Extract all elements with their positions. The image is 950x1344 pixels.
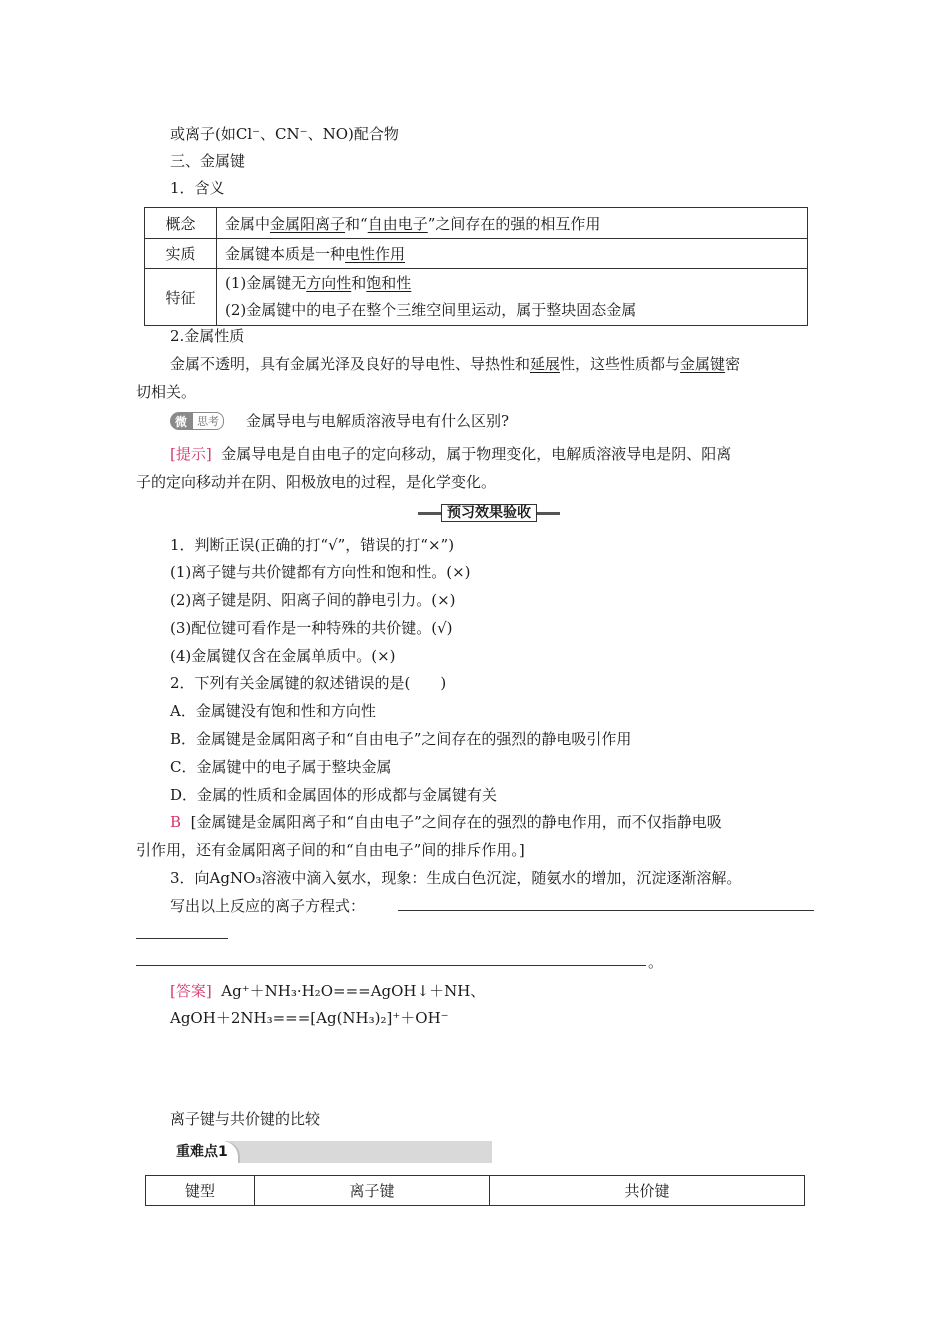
meaning-row-essence <box>145 239 808 269</box>
q2-title: 2．下列有关金属键的叙述错误的是( ) <box>170 674 447 692</box>
answer-letter: B <box>170 813 182 831</box>
compare-header-ionic: 离子键 <box>255 1176 490 1206</box>
text: (1)金属键无 <box>225 274 307 292</box>
think-question: 金属导电与电解质溶液导电有什么区别? <box>246 412 510 430</box>
underlined-term: 方向性 <box>306 274 352 292</box>
sub2-title: 2.金属性质 <box>170 327 245 345</box>
section3-title: 三、金属键 <box>170 152 246 170</box>
meaning-table <box>144 207 808 326</box>
meaning-cell-feature <box>217 269 808 326</box>
meaning-label-concept: 概念 <box>145 208 217 239</box>
meaning-label-feature: 特征 <box>145 269 217 326</box>
feature-line-1 <box>225 270 799 297</box>
meaning-cell-concept <box>217 208 808 239</box>
text: 金属中 <box>225 214 271 233</box>
compare-header-type: 键型 <box>146 1176 255 1206</box>
end-mark: 。 <box>648 953 664 971</box>
hard-point-label: 重难点1 <box>170 1141 238 1163</box>
text: 和 <box>351 274 367 292</box>
feature-line-2: (2)金属键中的电子在整个三维空间里运动，属于整块固态金属 <box>225 301 637 319</box>
compare-table <box>145 1175 805 1206</box>
q3-text: 3．向AgNO₃溶液中滴入氨水，现象：生成白色沉淀，随氨水的增加，沉淀逐渐溶解。 <box>170 869 742 887</box>
underlined-term: 电性作用 <box>345 245 406 263</box>
sub1-title: 1．含义 <box>170 179 225 197</box>
answer-blank-3[interactable] <box>136 965 646 966</box>
intro-line: 或离子(如Cl⁻、CN⁻、NO)配合物 <box>170 125 399 143</box>
q1-item: (2)离子键是阴、阳离子间的静电引力。(×) <box>170 591 456 609</box>
section-banner <box>418 503 560 523</box>
q2-option-a: A．金属键没有饱和性和方向性 <box>170 702 376 720</box>
q2-option-b: B．金属键是金属阳离子和“自由电子”之间存在的强烈的静电吸引作用 <box>170 730 632 748</box>
answer-blank-2[interactable] <box>136 938 228 939</box>
q2-option-d: D．金属的性质和金属固体的形成都与金属键有关 <box>170 786 498 804</box>
answer-line-2: AgOH＋2NH₃===[Ag(NH₃)₂]⁺＋OH⁻ <box>170 1009 449 1027</box>
answer-blank-1[interactable] <box>398 910 814 911</box>
props-line-2: 切相关。 <box>136 383 197 401</box>
compare-header-row <box>146 1176 805 1206</box>
text: 性，这些性质都与 <box>560 355 681 373</box>
props-line-1 <box>170 354 740 374</box>
q1-item: (1)离子键与共价键都有方向性和饱和性。(×) <box>170 563 471 581</box>
hint-line-2: 子的定向移动并在阴、阳极放电的过程，是化学变化。 <box>136 473 497 491</box>
underlined-term: 金属阳离子 <box>270 214 346 233</box>
hint-line-1 <box>170 444 731 464</box>
banner-title: 预习效果验收 <box>441 504 537 522</box>
meaning-cell-essence <box>217 239 808 269</box>
q1-item: (4)金属键仅含在金属单质中。(×) <box>170 647 396 665</box>
q2-explanation-line-1 <box>170 812 722 832</box>
q3-prompt: 写出以上反应的离子方程式： <box>170 897 366 915</box>
meaning-row-feature <box>145 269 808 326</box>
meaning-row-concept <box>145 208 808 239</box>
underlined-term: 饱和性 <box>366 274 412 292</box>
underlined-term: 自由电子 <box>367 214 428 233</box>
hint-label: [提示] <box>170 445 212 463</box>
q2-option-c: C．金属键中的电子属于整块金属 <box>170 758 392 776</box>
underlined-term: 金属键 <box>680 355 726 373</box>
text: Ag⁺＋NH₃·H₂O===AgOH↓＋NH、 <box>221 982 486 1000</box>
text: 密 <box>725 355 741 373</box>
compare-title: 离子键与共价键的比较 <box>170 1110 321 1128</box>
q2-explanation-line-2: 引作用，还有金属阳离子间的和“自由电子”间的排斥作用。] <box>136 841 525 859</box>
text: 金属不透明，具有金属光泽及良好的导电性、导热性和 <box>170 355 531 373</box>
text: 和“ <box>345 214 368 233</box>
sikao-badge: 思考 <box>192 412 224 430</box>
text: ”之间存在的强的相互作用 <box>427 214 601 233</box>
text: 金属导电是自由电子的定向移动，属于物理变化，电解质溶液导电是阴、阳离 <box>221 445 732 463</box>
meaning-label-essence: 实质 <box>145 239 217 269</box>
answer-line-1 <box>170 981 485 1001</box>
text: 金属键本质是一种 <box>225 245 346 263</box>
text: [金属键是金属阳离子和“自由电子”之间存在的强烈的静电作用，而不仅指静电吸 <box>190 813 722 831</box>
think-badge <box>170 411 224 431</box>
q1-item: (3)配位键可看作是一种特殊的共价键。(√) <box>170 619 453 637</box>
answer-label: [答案] <box>170 982 212 1000</box>
compare-header-covalent: 共价键 <box>490 1176 805 1206</box>
wei-badge: 微 <box>170 412 192 430</box>
q1-title: 1．判断正误(正确的打“√”，错误的打“×”) <box>170 536 455 554</box>
hard-point-banner <box>170 1141 492 1163</box>
underlined-term: 延展 <box>530 355 561 373</box>
